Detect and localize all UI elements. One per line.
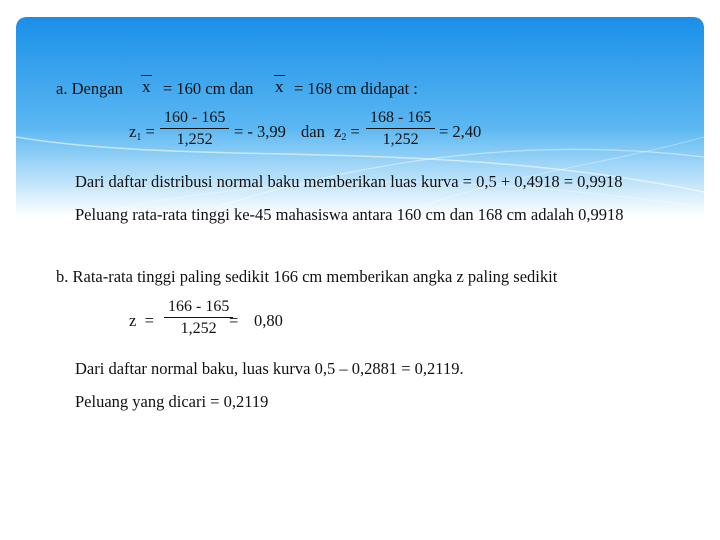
fraction-bar (160, 128, 229, 129)
part-a-line-1: Dari daftar distribusi normal baku memberikan luas kurva = 0,5 + 0,4918 = 0,9918 (75, 172, 623, 191)
slide-content (16, 17, 704, 523)
z-equals: = (229, 311, 239, 330)
z-denominator: 1,252 (180, 320, 217, 337)
part-a-intro-prefix: a. Dengan (56, 79, 123, 98)
fraction-bar (366, 128, 435, 129)
z1-result: = - 3,99 (234, 122, 286, 141)
z1-numerator: 160 - 165 (164, 109, 226, 126)
z-result: 0,80 (254, 311, 283, 330)
x-bar-symbol: x (142, 77, 151, 96)
part-a-intro-suffix: = 168 cm didapat : (294, 79, 418, 98)
part-b-line-1: Dari daftar normal baku, luas kurva 0,5 – 0,2881 = 0,2119. (75, 359, 464, 378)
z1-fraction (160, 108, 229, 149)
part-b-line-2: Peluang yang dicari = 0,2119 (75, 392, 269, 411)
z-numerator: 166 - 165 (168, 298, 230, 315)
x-bar-symbol-2: x (275, 77, 284, 96)
part-a-line-2: Peluang rata-rata tinggi ke-45 mahasiswa antara 160 cm dan 168 cm adalah 0,9918 (75, 205, 624, 224)
z2-denominator: 1,252 (382, 131, 419, 148)
dan-text: dan (301, 122, 325, 141)
z1-label: $z_1$ = (129, 122, 155, 143)
z-label: z = (129, 311, 154, 330)
slide (16, 17, 704, 523)
z2-result: = 2,40 (439, 122, 482, 141)
fraction-bar (164, 317, 233, 318)
z2-fraction (366, 108, 435, 149)
z2-label: $z_2$ = (334, 122, 360, 143)
part-a-intro-mid: = 160 cm dan (163, 79, 254, 98)
z1-denominator: 1,252 (176, 131, 213, 148)
z2-numerator: 168 - 165 (370, 109, 432, 126)
part-b-intro: b. Rata-rata tinggi paling sedikit 166 cm memberikan angka z paling sedikit (56, 267, 558, 286)
z-fraction (164, 297, 233, 338)
